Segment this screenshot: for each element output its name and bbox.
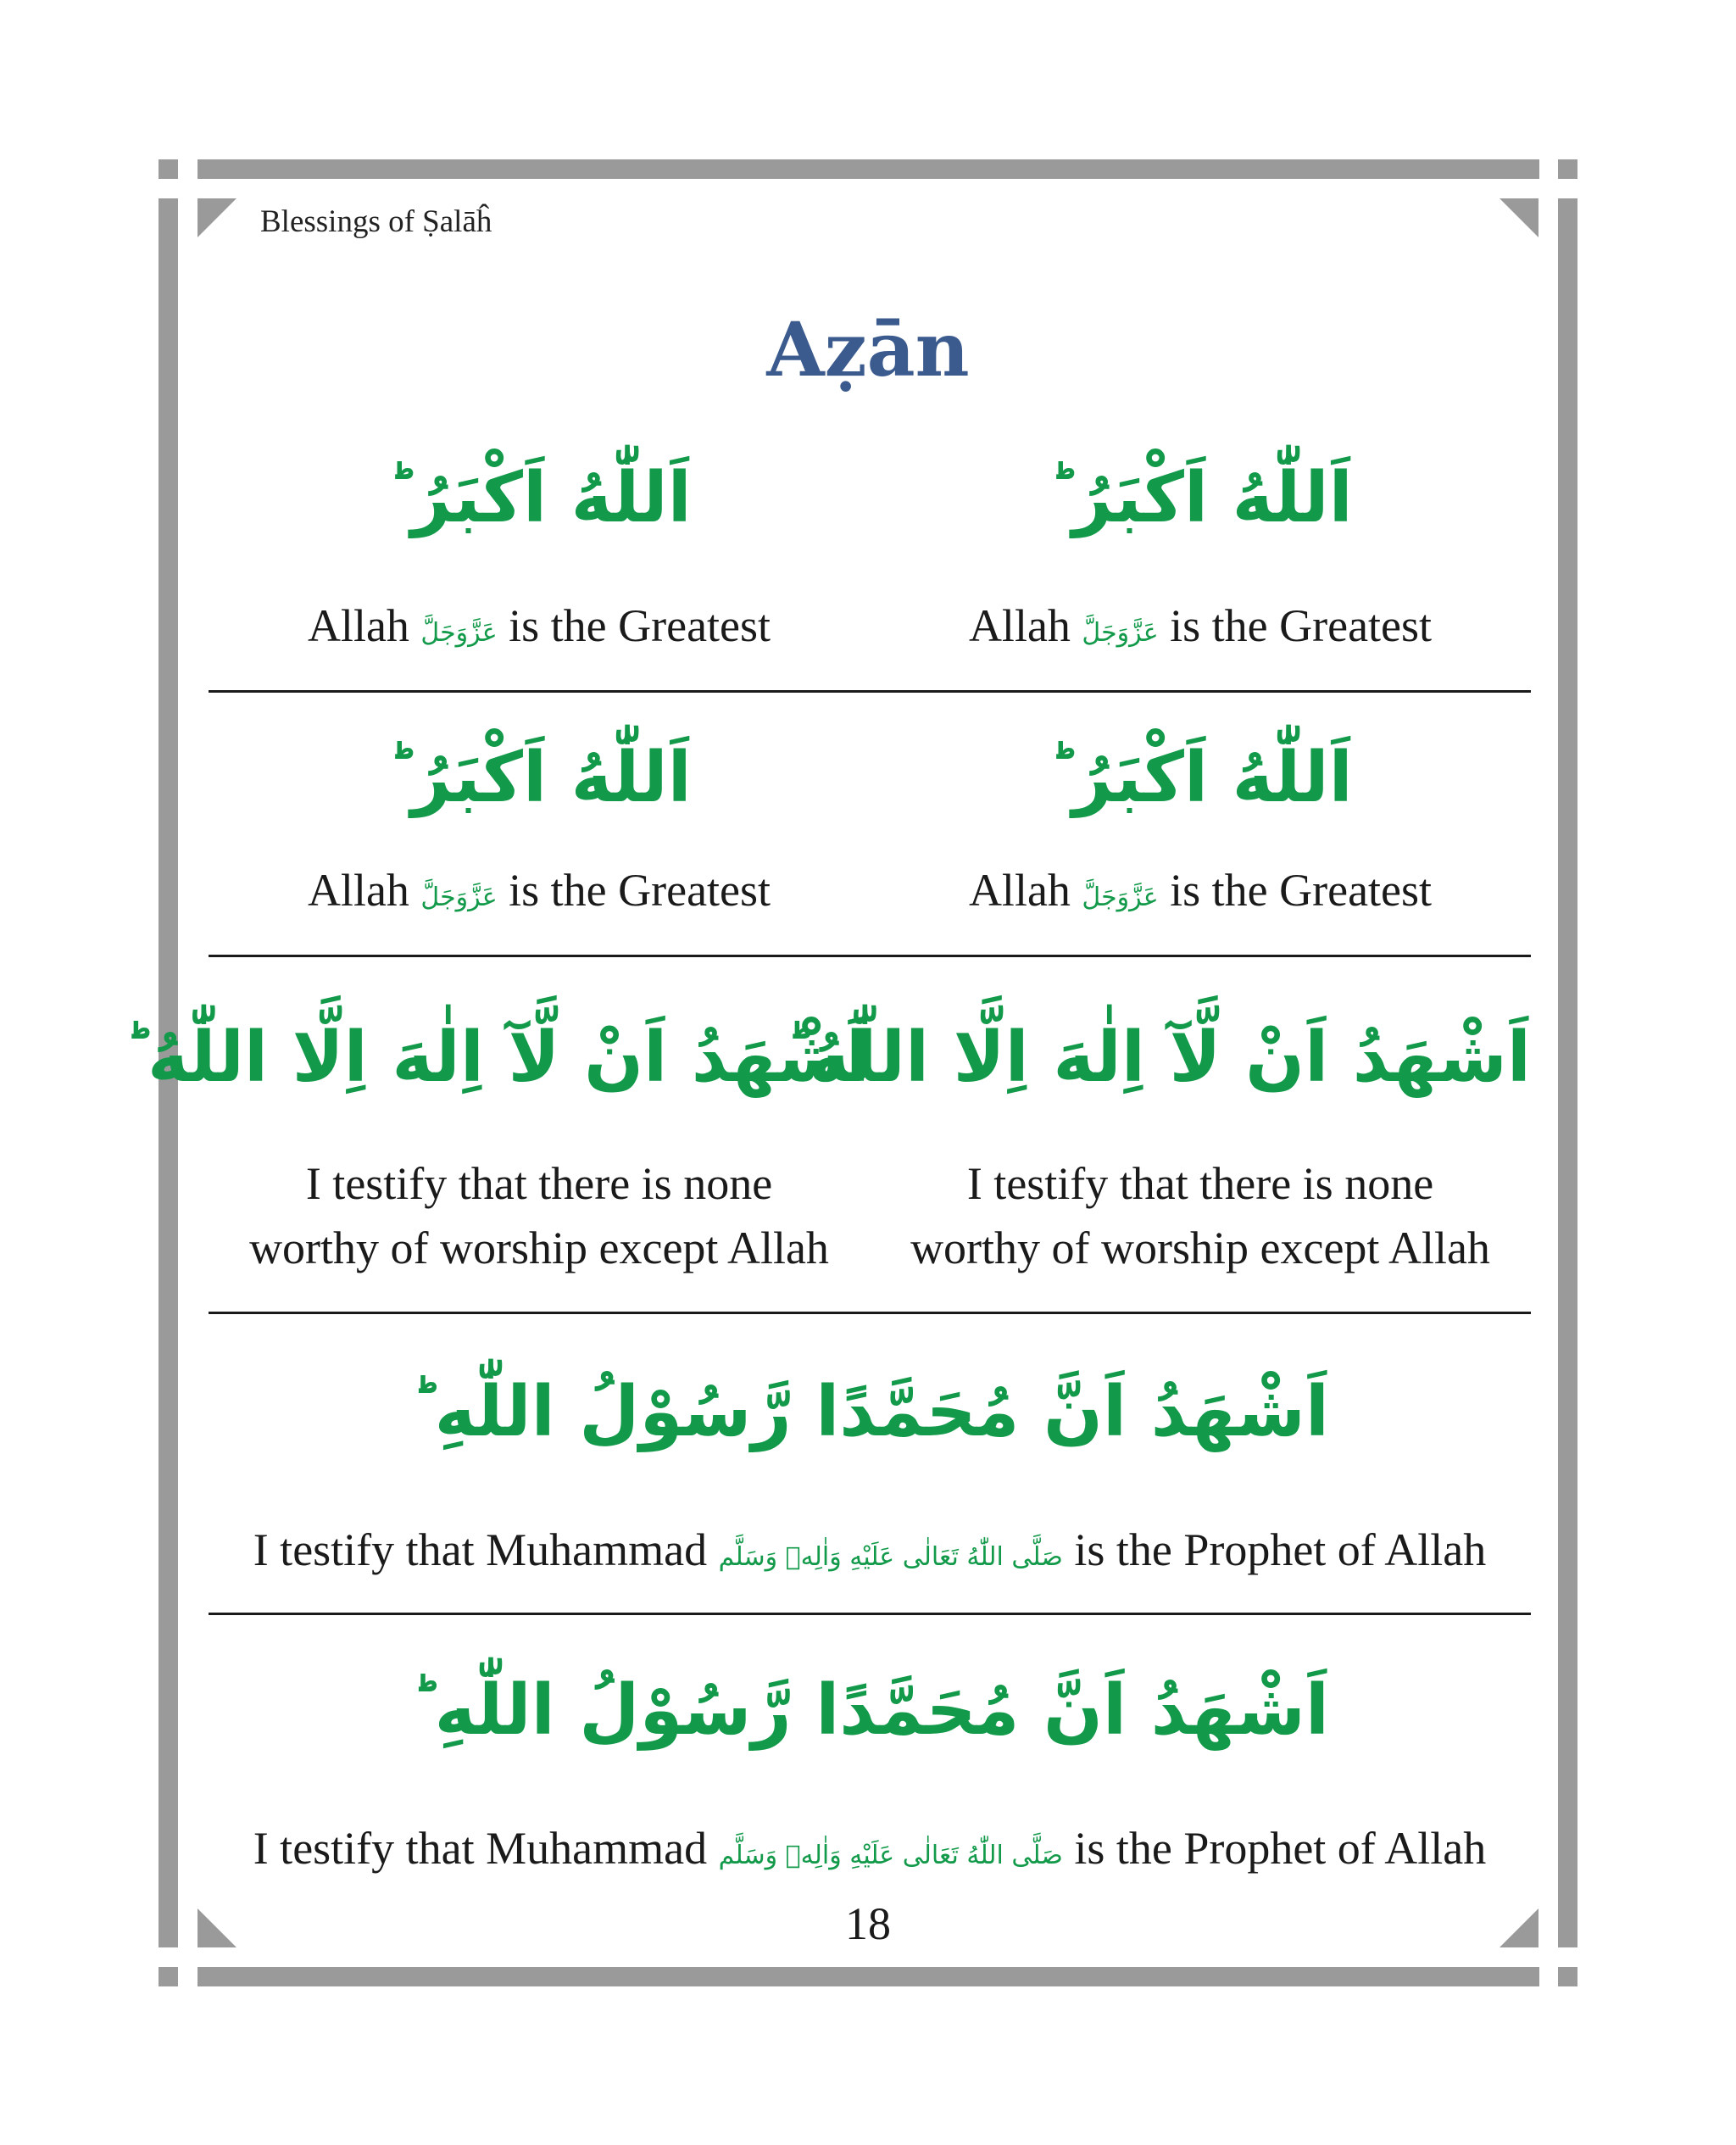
frame-top-bar — [198, 159, 1539, 179]
honorific: عَزَّوَجَلَّ — [420, 618, 498, 648]
translation-text: is the Greatest — [1170, 600, 1433, 651]
running-head: Blessings of Ṣalāĥ — [260, 204, 492, 239]
translation — [209, 1816, 1531, 1888]
row-divider — [209, 1312, 1531, 1314]
translation — [870, 1151, 1531, 1280]
honorific: عَزَّوَجَلَّ — [420, 883, 498, 912]
frame-corner-square — [159, 1967, 178, 1986]
translation-text: Allah — [307, 600, 409, 651]
translation-line: I testify that there is none — [966, 1158, 1434, 1209]
translation-text: Allah — [307, 865, 409, 916]
row-divider — [209, 1613, 1531, 1615]
page-number: 18 — [845, 1898, 891, 1949]
frame-corner-triangle — [198, 198, 236, 237]
arabic-phrase: اَللّٰهُ اَكْبَرُ ؕ — [387, 738, 692, 818]
frame-corner-triangle — [1500, 198, 1538, 237]
honorific: صَلَّى اللّٰهُ تَعَالٰى عَلَيْهِ وَاٰلِهٖ وَسَلَّم — [718, 1841, 1063, 1870]
translation — [209, 1151, 870, 1280]
translation — [209, 593, 870, 666]
page-title: Aẓān — [766, 305, 970, 393]
translation-line: worthy of worship except Allah — [249, 1223, 829, 1273]
frame-corner-square — [1558, 1967, 1577, 1986]
translation — [870, 593, 1531, 666]
translation-text: I testify that Muhammad — [253, 1823, 708, 1874]
arabic-phrase: اَللّٰهُ اَكْبَرُ ؕ — [1048, 738, 1353, 818]
honorific: عَزَّوَجَلَّ — [1082, 883, 1159, 912]
arabic-phrase: اَشْهَدُ اَنَّ مُحَمَّدًا رَّسُوْلُ اللّٰهِ ؕ — [410, 1372, 1329, 1452]
translation-text: Allah — [968, 600, 1071, 651]
translation-text: I testify that Muhammad — [253, 1524, 708, 1575]
honorific: صَلَّى اللّٰهُ تَعَالٰى عَلَيْهِ وَاٰلِهٖ وَسَلَّم — [718, 1542, 1063, 1572]
arabic-phrase: اَللّٰهُ اَكْبَرُ ؕ — [1048, 458, 1353, 538]
translation — [209, 1518, 1531, 1590]
translation-text: is the Prophet of Allah — [1074, 1524, 1487, 1575]
frame-right-bar — [1558, 198, 1577, 1947]
row-divider — [209, 690, 1531, 693]
translation-text: is the Prophet of Allah — [1074, 1823, 1487, 1874]
honorific: عَزَّوَجَلَّ — [1082, 618, 1159, 648]
translation-text: is the Greatest — [509, 600, 771, 651]
translation — [209, 858, 870, 930]
frame-corner-square — [1558, 159, 1577, 179]
arabic-phrase: اَشْهَدُ اَنَّ مُحَمَّدًا رَّسُوْلُ اللّٰهِ ؕ — [410, 1670, 1329, 1751]
frame-bottom-bar — [198, 1967, 1539, 1986]
translation — [870, 858, 1531, 930]
translation-text: is the Greatest — [509, 865, 771, 916]
arabic-phrase: اَشْهَدُ اَنْ لَّآ اِلٰهَ اِلَّا اللّٰهُ ؕ — [123, 1017, 870, 1098]
arabic-phrase: اَللّٰهُ اَكْبَرُ ؕ — [387, 458, 692, 538]
translation-text: Allah — [968, 865, 1071, 916]
frame-corner-square — [159, 159, 178, 179]
translation-line: I testify that there is none — [305, 1158, 773, 1209]
translation-line: worthy of worship except Allah — [910, 1223, 1490, 1273]
arabic-phrase: اَشْهَدُ اَنْ لَّآ اِلٰهَ اِلَّا اللّٰهُ ؕ — [784, 1017, 1531, 1098]
translation-text: is the Greatest — [1170, 865, 1433, 916]
row-divider — [209, 955, 1531, 957]
